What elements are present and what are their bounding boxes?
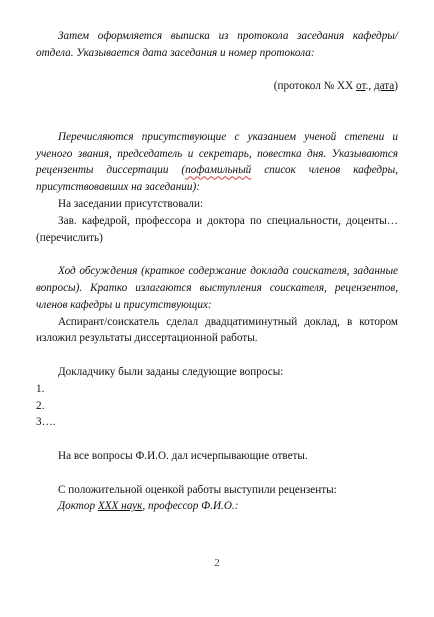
questions-label: Докладчику были заданы следующие вопросы: [58, 365, 284, 378]
present-list: Зав. кафедрой, профессора и доктора по специальности, доценты… (перечислить) [36, 214, 398, 244]
protocol-from: от [356, 80, 366, 93]
discussion-paragraph: Ход обсуждения (краткое содержание доклада соискателя, заданные вопросы). Кратко излагаются выступления соискателя, рецензентов, членов кафедры и присутствующих: [36, 265, 398, 311]
reviewer-line [36, 498, 398, 515]
protocol-line [36, 78, 398, 95]
attendees-text-c: список членов кафедры, присутствовавших на заседании): [36, 164, 399, 194]
question-1: 1. [36, 382, 45, 395]
attendees-text-b: пофамильный [185, 164, 252, 177]
page-number: 2 [214, 557, 220, 569]
reviewers-label: С положительной оценкой работы выступили рецензенты: [58, 483, 337, 496]
reviewer-text-c: , профессор Ф.И.О.: [142, 500, 239, 513]
reviewer-text-b: ХХХ наук [97, 500, 143, 513]
present-label: На заседании присутствовали: [58, 197, 204, 210]
protocol-sep: ., [365, 80, 374, 93]
intro-paragraph: Затем оформляется выписка из протокола заседания кафедры/отдела. Указывается дата заседания и номер протокола: [36, 30, 398, 59]
question-2: 2. [36, 399, 45, 412]
protocol-text: (протокол № ХХ [273, 80, 357, 93]
report-paragraph: Аспирант/соискатель сделал двадцатиминутный доклад, в котором изложил результаты диссертационной работы. [36, 315, 398, 345]
protocol-date: дата [373, 80, 395, 93]
reviewer-text-a: Доктор [58, 500, 98, 513]
answers-paragraph: На все вопросы Ф.И.О. дал исчерпывающие ответы. [58, 449, 308, 462]
attendees-text-a: Перечисляются присутствующие с указанием ученой степени и ученого звания, председатель и секретарь, повестка дня. Указываются рецензенты диссертации ( [36, 130, 398, 177]
attendees-instructions [36, 129, 398, 196]
question-3: 3…. [36, 416, 56, 429]
protocol-close: ) [394, 80, 398, 93]
